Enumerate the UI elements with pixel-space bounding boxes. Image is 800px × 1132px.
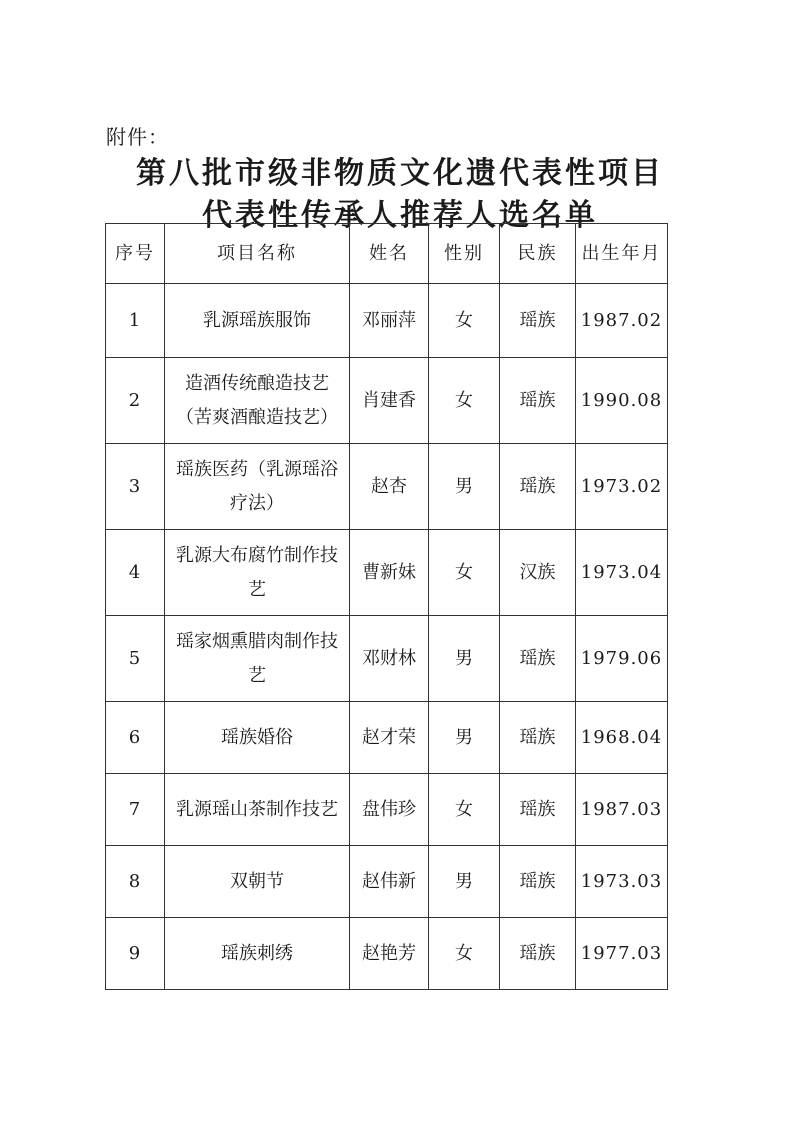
table-row bbox=[106, 284, 668, 358]
nominee-table bbox=[105, 223, 668, 990]
person-name: 曹新妹 bbox=[350, 530, 429, 616]
table-row bbox=[106, 530, 668, 616]
header-cell: 序号 bbox=[106, 224, 165, 284]
project-name: 乳源瑶山茶制作技艺 bbox=[165, 774, 350, 846]
document-title-line-1: 第八批市级非物质文化遗代表性项目 bbox=[136, 156, 664, 191]
project-name: 乳源瑶族服饰 bbox=[165, 284, 350, 358]
ethnicity: 瑶族 bbox=[500, 918, 576, 990]
project-name: 双朝节 bbox=[165, 846, 350, 918]
gender: 男 bbox=[429, 444, 500, 530]
table-row bbox=[106, 444, 668, 530]
document-title-line-2: 代表性传承人推荐人选名单 bbox=[202, 198, 598, 233]
ethnicity: 瑶族 bbox=[500, 284, 576, 358]
header-cell: 项目名称 bbox=[165, 224, 350, 284]
attachment-label: 附件： bbox=[106, 125, 169, 149]
birth-date: 1987.03 bbox=[576, 774, 668, 846]
table-header-row bbox=[106, 224, 668, 284]
gender: 女 bbox=[429, 774, 500, 846]
table-row bbox=[106, 846, 668, 918]
ethnicity: 瑶族 bbox=[500, 846, 576, 918]
birth-date: 1979.06 bbox=[576, 616, 668, 702]
row-number: 2 bbox=[106, 358, 165, 444]
birth-date: 1987.02 bbox=[576, 284, 668, 358]
person-name: 盘伟珍 bbox=[350, 774, 429, 846]
gender: 女 bbox=[429, 358, 500, 444]
person-name: 赵才荣 bbox=[350, 702, 429, 774]
person-name: 赵杏 bbox=[350, 444, 429, 530]
ethnicity: 瑶族 bbox=[500, 774, 576, 846]
gender: 男 bbox=[429, 846, 500, 918]
birth-date: 1977.03 bbox=[576, 918, 668, 990]
row-number: 9 bbox=[106, 918, 165, 990]
birth-date: 1973.03 bbox=[576, 846, 668, 918]
ethnicity: 瑶族 bbox=[500, 444, 576, 530]
gender: 女 bbox=[429, 530, 500, 616]
project-name: 瑶家烟熏腊肉制作技 艺 bbox=[165, 616, 350, 702]
person-name: 邓财林 bbox=[350, 616, 429, 702]
ethnicity: 瑶族 bbox=[500, 616, 576, 702]
table-row bbox=[106, 358, 668, 444]
table-row bbox=[106, 616, 668, 702]
gender: 男 bbox=[429, 702, 500, 774]
row-number: 5 bbox=[106, 616, 165, 702]
project-name: 瑶族医药（乳源瑶浴 疗法） bbox=[165, 444, 350, 530]
header-cell: 性别 bbox=[429, 224, 500, 284]
table-row bbox=[106, 918, 668, 990]
project-name: 瑶族婚俗 bbox=[165, 702, 350, 774]
table-row bbox=[106, 774, 668, 846]
ethnicity: 汉族 bbox=[500, 530, 576, 616]
project-name: 乳源大布腐竹制作技 艺 bbox=[165, 530, 350, 616]
birth-date: 1973.04 bbox=[576, 530, 668, 616]
row-number: 4 bbox=[106, 530, 165, 616]
birth-date: 1973.02 bbox=[576, 444, 668, 530]
header-cell: 姓名 bbox=[350, 224, 429, 284]
row-number: 7 bbox=[106, 774, 165, 846]
project-name: 造酒传统酿造技艺 （苦爽酒酿造技艺） bbox=[165, 358, 350, 444]
row-number: 1 bbox=[106, 284, 165, 358]
person-name: 赵伟新 bbox=[350, 846, 429, 918]
person-name: 赵艳芳 bbox=[350, 918, 429, 990]
ethnicity: 瑶族 bbox=[500, 702, 576, 774]
gender: 女 bbox=[429, 284, 500, 358]
ethnicity: 瑶族 bbox=[500, 358, 576, 444]
birth-date: 1990.08 bbox=[576, 358, 668, 444]
row-number: 3 bbox=[106, 444, 165, 530]
row-number: 6 bbox=[106, 702, 165, 774]
row-number: 8 bbox=[106, 846, 165, 918]
table-row bbox=[106, 702, 668, 774]
gender: 男 bbox=[429, 616, 500, 702]
header-cell: 出生年月 bbox=[576, 224, 668, 284]
header-cell: 民族 bbox=[500, 224, 576, 284]
birth-date: 1968.04 bbox=[576, 702, 668, 774]
project-name: 瑶族刺绣 bbox=[165, 918, 350, 990]
person-name: 肖建香 bbox=[350, 358, 429, 444]
person-name: 邓丽萍 bbox=[350, 284, 429, 358]
gender: 女 bbox=[429, 918, 500, 990]
